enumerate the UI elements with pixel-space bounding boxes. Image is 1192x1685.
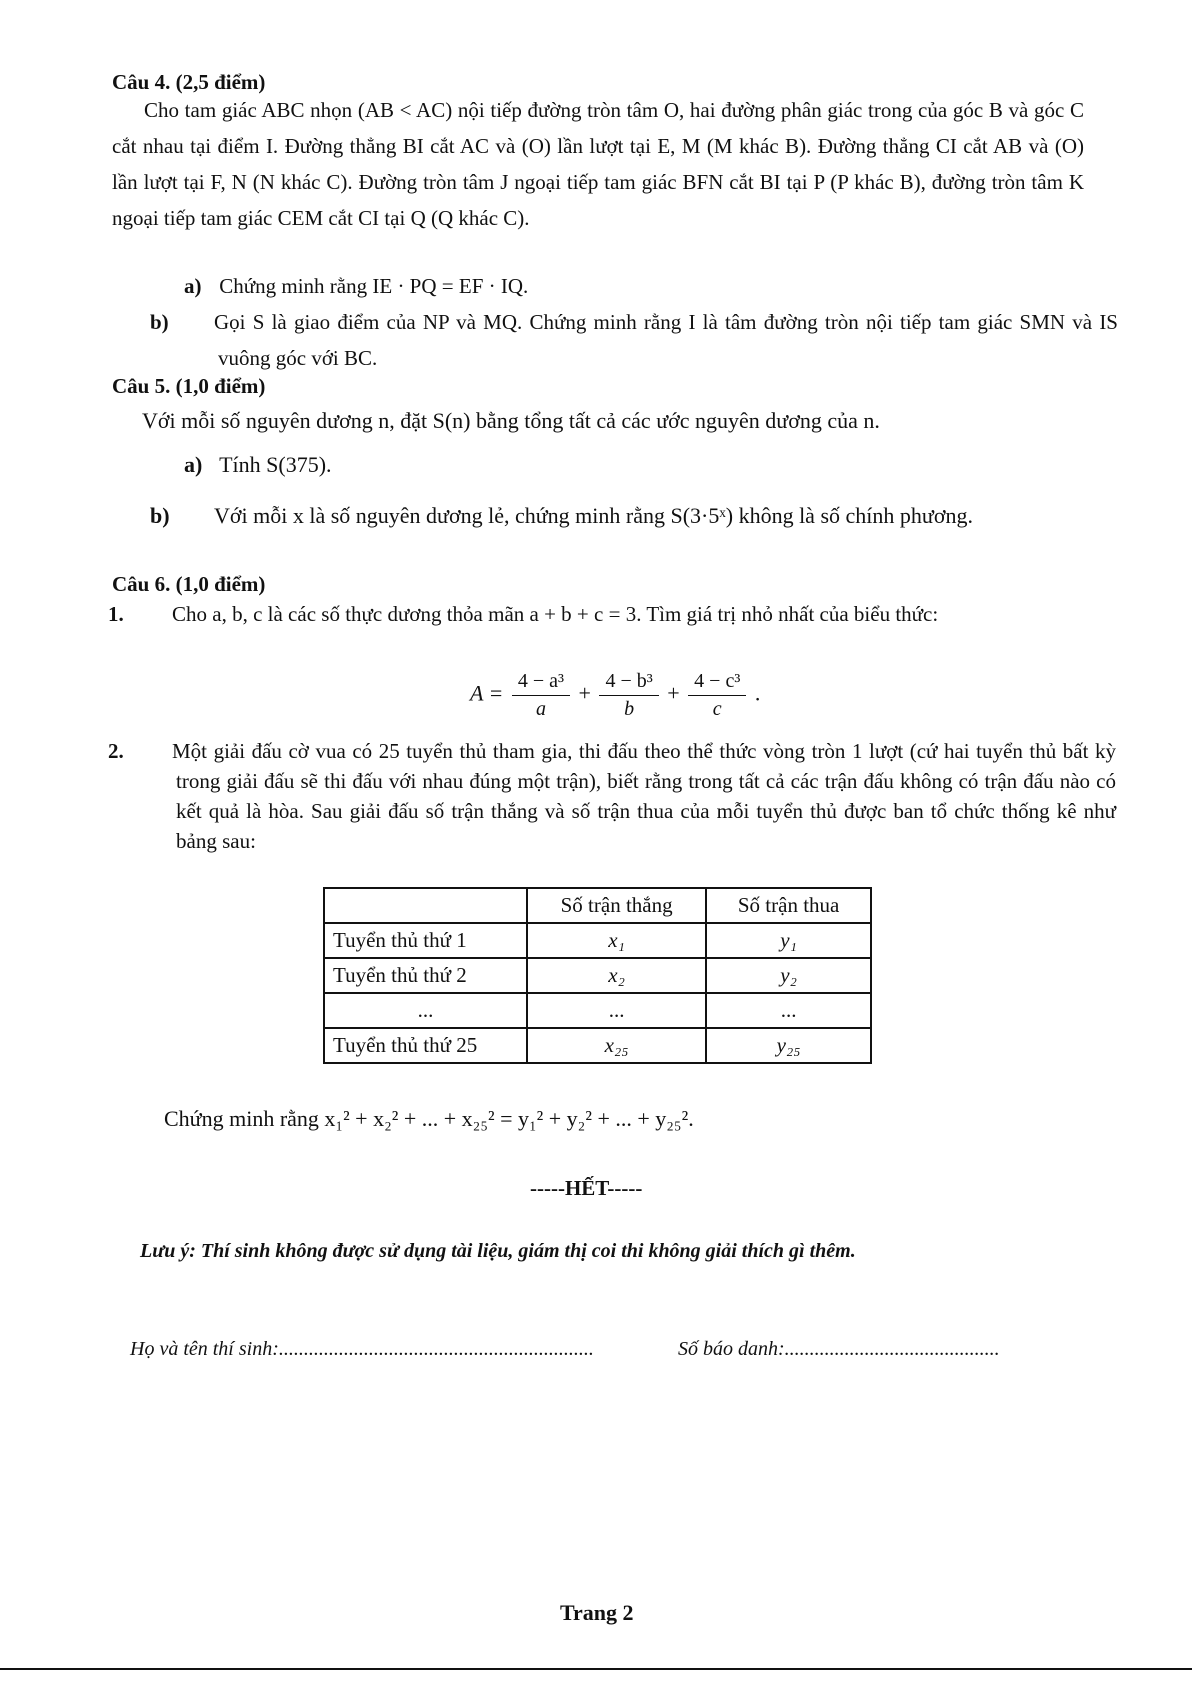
candidate-number-field: Số báo danh:........................................... — [678, 1338, 1000, 1360]
table-cell: x₁ — [527, 923, 706, 958]
table-header-cell — [324, 888, 527, 923]
table-cell: Tuyển thủ thứ 1 — [324, 923, 527, 958]
table-cell: Tuyển thủ thứ 25 — [324, 1028, 527, 1063]
fraction-c — [688, 670, 746, 721]
table-row — [324, 923, 871, 958]
table-row — [324, 958, 871, 993]
formula-lhs: A = — [470, 680, 504, 706]
plus-sign: + — [578, 680, 591, 706]
question-6-heading: Câu 6. (1,0 điểm) — [112, 572, 266, 596]
part-b-label: b) — [150, 503, 170, 528]
bottom-divider — [0, 1668, 1192, 1670]
plus-sign: + — [667, 680, 680, 706]
fraction-numerator: 4 − b³ — [599, 670, 658, 696]
part-a-text: Chứng minh rằng IE · PQ = EF · IQ. — [219, 274, 529, 298]
fraction-numerator: 4 − a³ — [512, 670, 570, 696]
fraction-a — [512, 670, 570, 721]
exam-note: Lưu ý: Thí sinh không được sử dụng tài liệu, giám thị coi thi không giải thích gì thêm. — [140, 1240, 856, 1262]
table-cell: y₁ — [706, 923, 871, 958]
formula-A — [470, 670, 760, 721]
table-header-cell: Số trận thua — [706, 888, 871, 923]
table-cell: Tuyển thủ thứ 2 — [324, 958, 527, 993]
table-header-row — [324, 888, 871, 923]
table-cell: y₂ — [706, 958, 871, 993]
fraction-denominator: c — [712, 698, 722, 720]
candidate-name-field: Họ và tên thí sinh:............................................................... — [130, 1338, 594, 1360]
item-1-label: 1. — [108, 602, 124, 626]
end-mark: -----HẾT----- — [530, 1176, 643, 1200]
table-cell: ... — [324, 993, 527, 1028]
table-cell: y₂₅ — [706, 1028, 871, 1063]
item-2-text: Một giải đấu cờ vua có 25 tuyển thủ tham gia, thi đấu theo thể thức vòng tròn 1 lượt (cứ hai tuyển thủ bất kỳ trong giải đấu sẽ thi đấu với nhau đúng một trận), biết rằng trong tất cả các trận đấu không có trận đấu nào có kết quả là hòa. Sau giải đấu số trận thắng và số trận thua của mỗi tuyển thủ được ban tổ chức thống kê như bảng sau: — [172, 739, 1116, 853]
table-row — [324, 993, 871, 1028]
fraction-denominator: a — [535, 698, 546, 720]
table-cell: ... — [527, 993, 706, 1028]
table-cell: x₂₅ — [527, 1028, 706, 1063]
question-5-heading: Câu 5. (1,0 điểm) — [112, 374, 266, 398]
question-6-item-2 — [108, 736, 1116, 856]
table-cell: x₂ — [527, 958, 706, 993]
question-4-part-b — [150, 304, 1118, 376]
item-2-label: 2. — [108, 739, 124, 763]
table-cell: ... — [706, 993, 871, 1028]
question-5-part-b — [150, 494, 1118, 538]
question-5-intro: Với mỗi số nguyên dương n, đặt S(n) bằng tổng tất cả các ước nguyên dương của n. — [142, 408, 880, 433]
results-table — [323, 887, 872, 1064]
part-b-text: Với mỗi x là số nguyên dương lẻ, chứng minh rằng S(3·5ˣ) không là số chính phương. — [214, 503, 973, 528]
question-4-intro: Cho tam giác ABC nhọn (AB < AC) nội tiếp đường tròn tâm O, hai đường phân giác trong của góc B và góc C cắt nhau tại điểm I. Đường thẳng BI cắt AC và (O) lần lượt tại E, M (M khác B). Đường thẳng CI cắt AB và (O) lần lượt tại F, N (N khác C). Đường tròn tâm J ngoại tiếp tam giác BFN cắt BI tại P (P khác B), đường tròn tâm K ngoại tiếp tam giác CEM cắt CI tại Q (Q khác C). — [112, 98, 1084, 230]
question-4-heading: Câu 4. (2,5 điểm) — [112, 70, 266, 94]
fraction-b — [599, 670, 658, 721]
table-row — [324, 1028, 871, 1063]
part-a-label: a) — [184, 274, 202, 298]
page-number: Trang 2 — [560, 1600, 634, 1625]
part-a-text: Tính S(375). — [219, 452, 332, 477]
question-4-part-a — [184, 274, 528, 299]
proof-statement: Chứng minh rằng x₁² + x₂² + ... + x₂₅² = y₁² + y₂² + ... + y₂₅². — [164, 1106, 694, 1131]
part-b-label: b) — [150, 310, 169, 334]
question-5-part-a — [184, 452, 332, 478]
part-a-label: a) — [184, 452, 203, 477]
question-6-item-1 — [108, 596, 1116, 632]
item-1-text: Cho a, b, c là các số thực dương thỏa mãn a + b + c = 3. Tìm giá trị nhỏ nhất của biểu thức: — [172, 602, 939, 626]
fraction-numerator: 4 − c³ — [688, 670, 746, 696]
formula-period: . — [754, 680, 761, 706]
table-header-cell: Số trận thắng — [527, 888, 706, 923]
fraction-denominator: b — [624, 698, 635, 720]
part-b-text: Gọi S là giao điểm của NP và MQ. Chứng minh rằng I là tâm đường tròn nội tiếp tam giác SMN và IS vuông góc với BC. — [214, 310, 1118, 370]
